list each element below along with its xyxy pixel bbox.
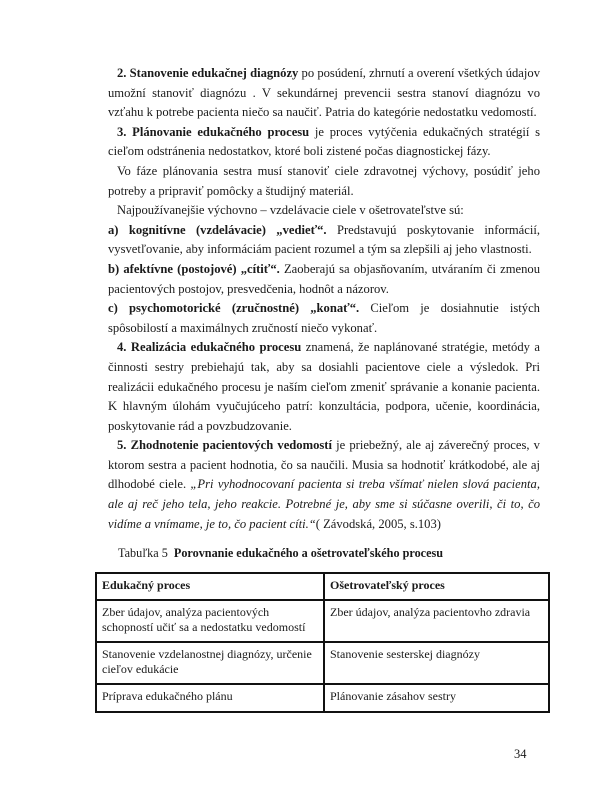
table-caption	[118, 546, 443, 561]
table-header-cell: Edukačný proces	[96, 573, 324, 600]
paragraph-text: je priebežný, ale aj záverečný proces, v ktorom sestra a pacient hodnotia, čo sa naučili. Musia sa hodnotiť krátkodobé, ale aj dlhodobé ciele.	[108, 438, 540, 492]
table-row	[96, 600, 549, 642]
goal-text: Zaoberajú sa objasňovaním, utváraním či zmenou pacientových postojov, presvedčenia, hodnôt a názorov.	[108, 261, 540, 296]
paragraph-planning-phase	[108, 162, 540, 201]
table-cell: Stanovenie vzdelanostnej diagnózy, určenie cieľov edukácie	[96, 642, 324, 684]
citation: ( Závodská, 2005, s.103)	[315, 516, 441, 531]
goal-text: Predstavujú poskytovanie informácií, vysvetľovanie, aby informáciám pacient rozumel a tým sa zlepšili aj jeho vlastnosti.	[108, 222, 541, 257]
paragraph-heading: 2. Stanovenie edukačnej diagnózy	[117, 66, 299, 80]
table-header-cell: Ošetrovateľský proces	[324, 573, 549, 600]
paragraph-text: znamená, že naplánované stratégie, metódy a činnosti sestry prebiehajú tak, aby sa dosiahli pacientove ciele a výsledok. Pri realizácii edukačného procesu je naším cieľom zmeniť správanie a konanie pacienta. K hlavným úlohám vyučujúceho patrí: konzultácia, podpora, učenie, koordinácia, poskytovanie rád a povzbudzovanie.	[108, 340, 541, 433]
body-text	[108, 64, 540, 534]
paragraph-evaluation	[108, 436, 540, 534]
paragraph-realization	[108, 338, 540, 436]
table-row	[96, 684, 549, 712]
table-cell: Zber údajov, analýza pacientových schopností učiť sa a nedostatku vedomostí	[96, 600, 324, 642]
paragraph-heading: 5. Zhodnotenie pacientových vedomostí	[117, 438, 332, 453]
goal-item-affective	[108, 260, 540, 299]
comparison-table	[95, 572, 550, 713]
goal-item-cognitive	[108, 221, 540, 260]
table-cell: Zber údajov, analýza pacientovho zdravia	[324, 600, 549, 642]
goal-heading: b) afektívne (postojové) „cítiť“.	[108, 261, 280, 276]
table-cell: Plánovanie zásahov sestry	[324, 684, 549, 712]
paragraph-heading: 4. Realizácia edukačného procesu	[117, 340, 302, 355]
paragraph-text: je proces vytýčenia edukačných stratégií s cieľom odstránenia nedostatkov, ktoré boli zistené počas diagnostickej fázy.	[108, 124, 540, 159]
goal-heading: a) kognitívne (vzdelávacie) „vedieť“.	[108, 222, 327, 237]
goal-item-psychomotor	[108, 299, 540, 338]
paragraph-heading: 3. Plánovanie edukačného procesu	[117, 124, 310, 139]
paragraph-text: po posúdení, zhrnutí a overení všetkých údajov umožní stanoviť diagnózu . V sekundárnej prevencii sestra stanoví diagnózu vo vzťahu k potrebe pacienta niečo sa naučiť. Patria do kategórie nedostatku vedomostí.	[108, 66, 540, 120]
page-number: 34	[514, 747, 527, 761]
table-caption-label: Tabuľka 5	[118, 546, 168, 560]
table-row	[96, 642, 549, 684]
paragraph-text: Najpoužívanejšie výchovno – vzdelávacie ciele v ošetrovateľstve sú:	[117, 203, 464, 218]
paragraph-text: Vo fáze plánovania sestra musí stanoviť ciele zdravotnej výchovy, posúdiť jeho potreby a pripraviť pomôcky a študijný materiál.	[108, 163, 540, 198]
goal-text: Cieľom je dosiahnutie istých spôsobilostí a maximálnych zručností niečo vykonať.	[108, 301, 540, 335]
table-header-row	[96, 573, 549, 600]
goal-heading: c) psychomotorické (zručnostné) „konať“.	[108, 301, 360, 316]
table-caption-title: Porovnanie edukačného a ošetrovateľského procesu	[173, 546, 443, 560]
paragraph-planning	[108, 123, 540, 162]
paragraph-goals-intro	[108, 201, 540, 221]
table-cell: Príprava edukačného plánu	[96, 684, 324, 712]
paragraph-diagnosis	[108, 64, 540, 123]
table-cell: Stanovenie sesterskej diagnózy	[324, 642, 549, 684]
quote-text: „Pri vyhodnocovaní pacienta si treba všímať nielen slová pacienta, ale aj reč jeho tela, jeho reakcie. Potrebné je, aby sme si súčasne overili, či to, čo vidíme a vnímame, je to, čo pacient cíti.“	[108, 477, 540, 531]
